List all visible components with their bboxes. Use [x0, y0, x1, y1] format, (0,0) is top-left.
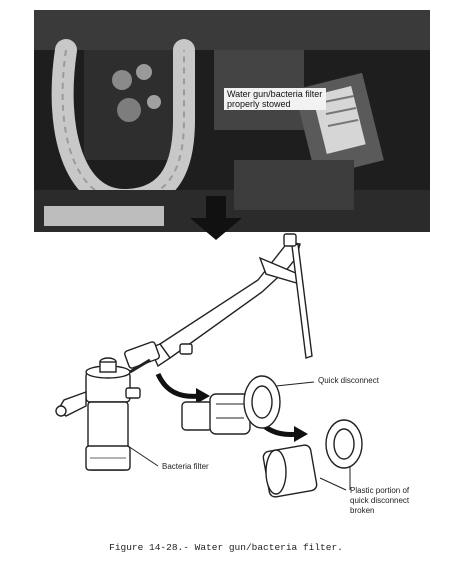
down-arrow	[190, 196, 242, 240]
plastic-portion-label-line2: quick disconnect	[350, 496, 410, 505]
bacteria-filter	[56, 358, 150, 470]
photo-callout: Water gun/bacteria filter properly stowed	[224, 88, 326, 110]
exploded-drawing	[30, 196, 430, 536]
quick-disconnect-label: Quick disconnect	[318, 376, 379, 385]
water-gun	[124, 234, 312, 369]
disassembly-arrow-1	[158, 374, 200, 396]
plastic-portion-label-line1: Plastic portion of	[350, 486, 410, 495]
quick-disconnect	[182, 376, 280, 434]
figure-caption: Figure 14-28.- Water gun/bacteria filter.	[109, 542, 343, 553]
bacteria-filter-label: Bacteria filter	[162, 462, 209, 471]
plastic-portion-label-line3: broken	[350, 506, 375, 515]
